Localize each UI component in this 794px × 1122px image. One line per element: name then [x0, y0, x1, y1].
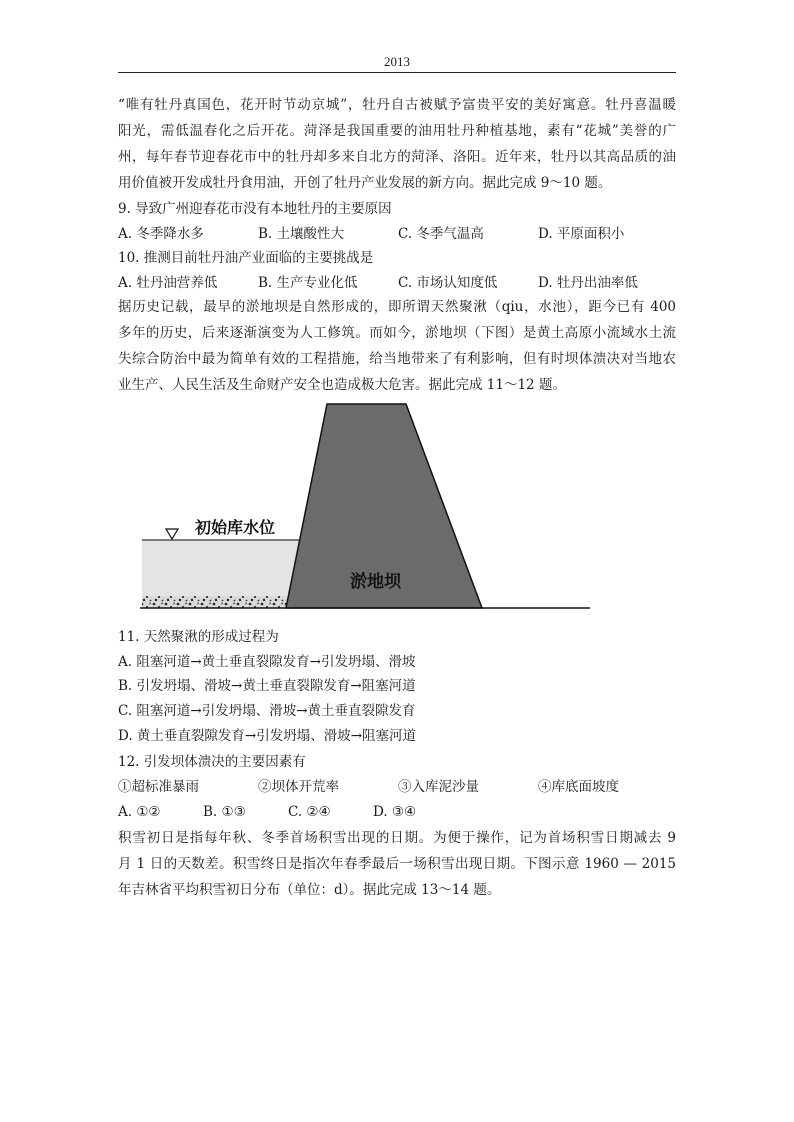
- passage-check-dam: [118, 294, 676, 398]
- question-12-factors: [118, 774, 676, 800]
- option-b[interactable]: B. 土壤酸性大: [258, 226, 345, 242]
- option-c[interactable]: C. 冬季气温高: [398, 226, 484, 242]
- water-level-label: 初始库水位: [195, 518, 276, 537]
- factor-4: ④库底面坡度: [538, 779, 619, 795]
- passage-line: 阳光，需低温春化之后开花。菏泽是我国重要的油用牡丹种植基地，素有“花城”美誉的广: [118, 123, 676, 139]
- question-12-options: [118, 799, 676, 825]
- option-c[interactable]: C. 市场认知度低: [398, 275, 498, 291]
- passage-line: 用价值被开发成牡丹食用油，开创了牡丹产业发展的新方向。据此完成 9～10 题。: [118, 175, 612, 191]
- passage-line: 年吉林省平均积雪初日分布（单位：d）。据此完成 13～14 题。: [118, 882, 501, 898]
- option-b[interactable]: B. 引发坍塌、滑坡→黄土垂直裂隙发育→阻塞河道: [118, 678, 416, 694]
- factor-2: ②坝体开荒率: [258, 779, 339, 795]
- option-b[interactable]: B. 生产专业化低: [258, 275, 358, 291]
- question-11-stem: 11. 天然聚湫的形成过程为: [118, 629, 279, 645]
- factor-1: ①超标准暴雨: [118, 779, 199, 795]
- option-a[interactable]: A. 冬季降水多: [118, 226, 204, 242]
- question-10-stem: 10. 推测目前牡丹油产业面临的主要挑战是: [118, 250, 374, 266]
- option-d[interactable]: D. ③④: [373, 804, 417, 820]
- passage-snow-cover: [118, 825, 676, 903]
- option-c[interactable]: C. 阻塞河道→引发坍塌、滑坡→黄土垂直裂隙发育: [118, 703, 416, 719]
- option-b[interactable]: B. ①③: [203, 804, 246, 820]
- factor-3: ③入库泥沙量: [398, 779, 479, 795]
- passage-line: 积雪初日是指每年秋、冬季首场积雪出现的日期。为便于操作，记为首场积雪日期减去 9: [118, 830, 676, 846]
- check-dam-svg: [140, 402, 592, 612]
- question-12-stem: 12. 引发坝体溃决的主要因素有: [118, 754, 306, 770]
- passage-line: 业生产、人民生活及生命财产安全也造成极大危害。据此完成 11～12 题。: [118, 377, 566, 393]
- water-level-marker-icon: [166, 529, 178, 539]
- option-d[interactable]: D. 黄土垂直裂隙发育→引发坍塌、滑坡→阻塞河道: [118, 728, 417, 744]
- reservoir-water: [142, 540, 300, 596]
- sediment-layer: [142, 596, 297, 608]
- check-dam-diagram: [140, 402, 592, 612]
- passage-line: “唯有牡丹真国色，花开时节动京城”，牡丹自古被赋予富贵平安的美好寓意。牡丹喜温暖: [118, 97, 676, 113]
- option-a[interactable]: A. 牡丹油营养低: [118, 275, 218, 291]
- passage-line: 失综合防治中最为简单有效的工程措施，给当地带来了有利影响，但有时坝体溃决对当地农: [118, 351, 676, 367]
- header-rule: [118, 72, 676, 73]
- option-a[interactable]: A. 阻塞河道→黄土垂直裂隙发育→引发坍塌、滑坡: [118, 654, 416, 670]
- dam-label: 淤地坝: [350, 572, 401, 592]
- passage-line: 多年的历史，后来逐渐演变为人工修筑。而如今，淤地坝（下图）是黄土高原小流域水土流: [118, 325, 676, 341]
- passage-line: 州，每年春节迎春花市中的牡丹却多来自北方的菏泽、洛阳。近年来，牡丹以其高品质的油: [118, 149, 676, 165]
- option-d[interactable]: D. 牡丹出油率低: [538, 275, 638, 291]
- passage-line: 月 1 日的天数差。积雪终日是指次年春季最后一场积雪出现日期。下图示意 1960 — 2015: [118, 856, 676, 872]
- question-9-options: [118, 221, 676, 247]
- passage-line: 据历史记载，最早的淤地坝是自然形成的，即所谓天然聚湫（qiu，水池），距今已有 400: [118, 299, 676, 315]
- option-a[interactable]: A. ①②: [118, 804, 161, 820]
- question-10-options: [118, 270, 676, 296]
- question-9-stem: 9. 导致广州迎春花市没有本地牡丹的主要原因: [118, 201, 392, 217]
- page-header: 2013: [384, 54, 410, 69]
- option-c[interactable]: C. ②④: [288, 804, 331, 820]
- option-d[interactable]: D. 平原面积小: [538, 226, 625, 242]
- passage-peony: [118, 92, 676, 196]
